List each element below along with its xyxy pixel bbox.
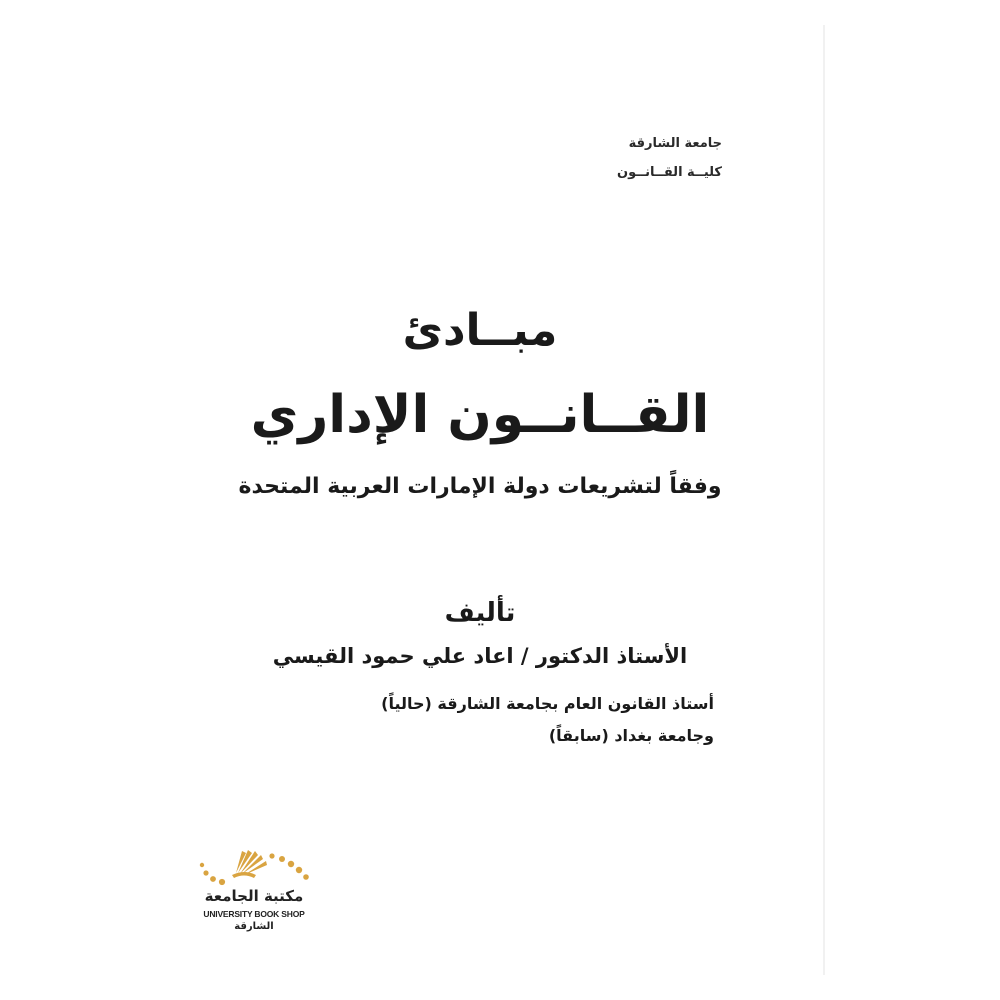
open-book-with-dots-icon — [196, 843, 312, 887]
author-former-position: وجامعة بغداد (سابقاً) — [548, 726, 714, 745]
author-name: الأستاذ الدكتور / اعاد علي حمود القيسي — [272, 644, 688, 668]
author-current-position: أستاذ القانون العام بجامعة الشارقة (حالياً) — [381, 694, 714, 713]
book-title-line-1: مبــادئ — [402, 305, 558, 356]
publisher-name-english: UNIVERSITY BOOK SHOP — [203, 909, 305, 919]
publisher-logo — [196, 843, 312, 937]
page-edge-divider — [823, 25, 825, 975]
book-title-line-2: القــانــون الإداري — [250, 385, 710, 445]
publisher-name-arabic: مكتبة الجامعة — [204, 887, 304, 905]
author-label: تأليف — [444, 598, 516, 628]
faculty-name: كليــة القــانــون — [617, 165, 722, 180]
publisher-city: الشارقة — [234, 921, 274, 932]
book-subtitle: وفقاً لتشريعات دولة الإمارات العربية المتحدة — [238, 474, 722, 499]
university-name: جامعة الشارقة — [628, 136, 722, 151]
